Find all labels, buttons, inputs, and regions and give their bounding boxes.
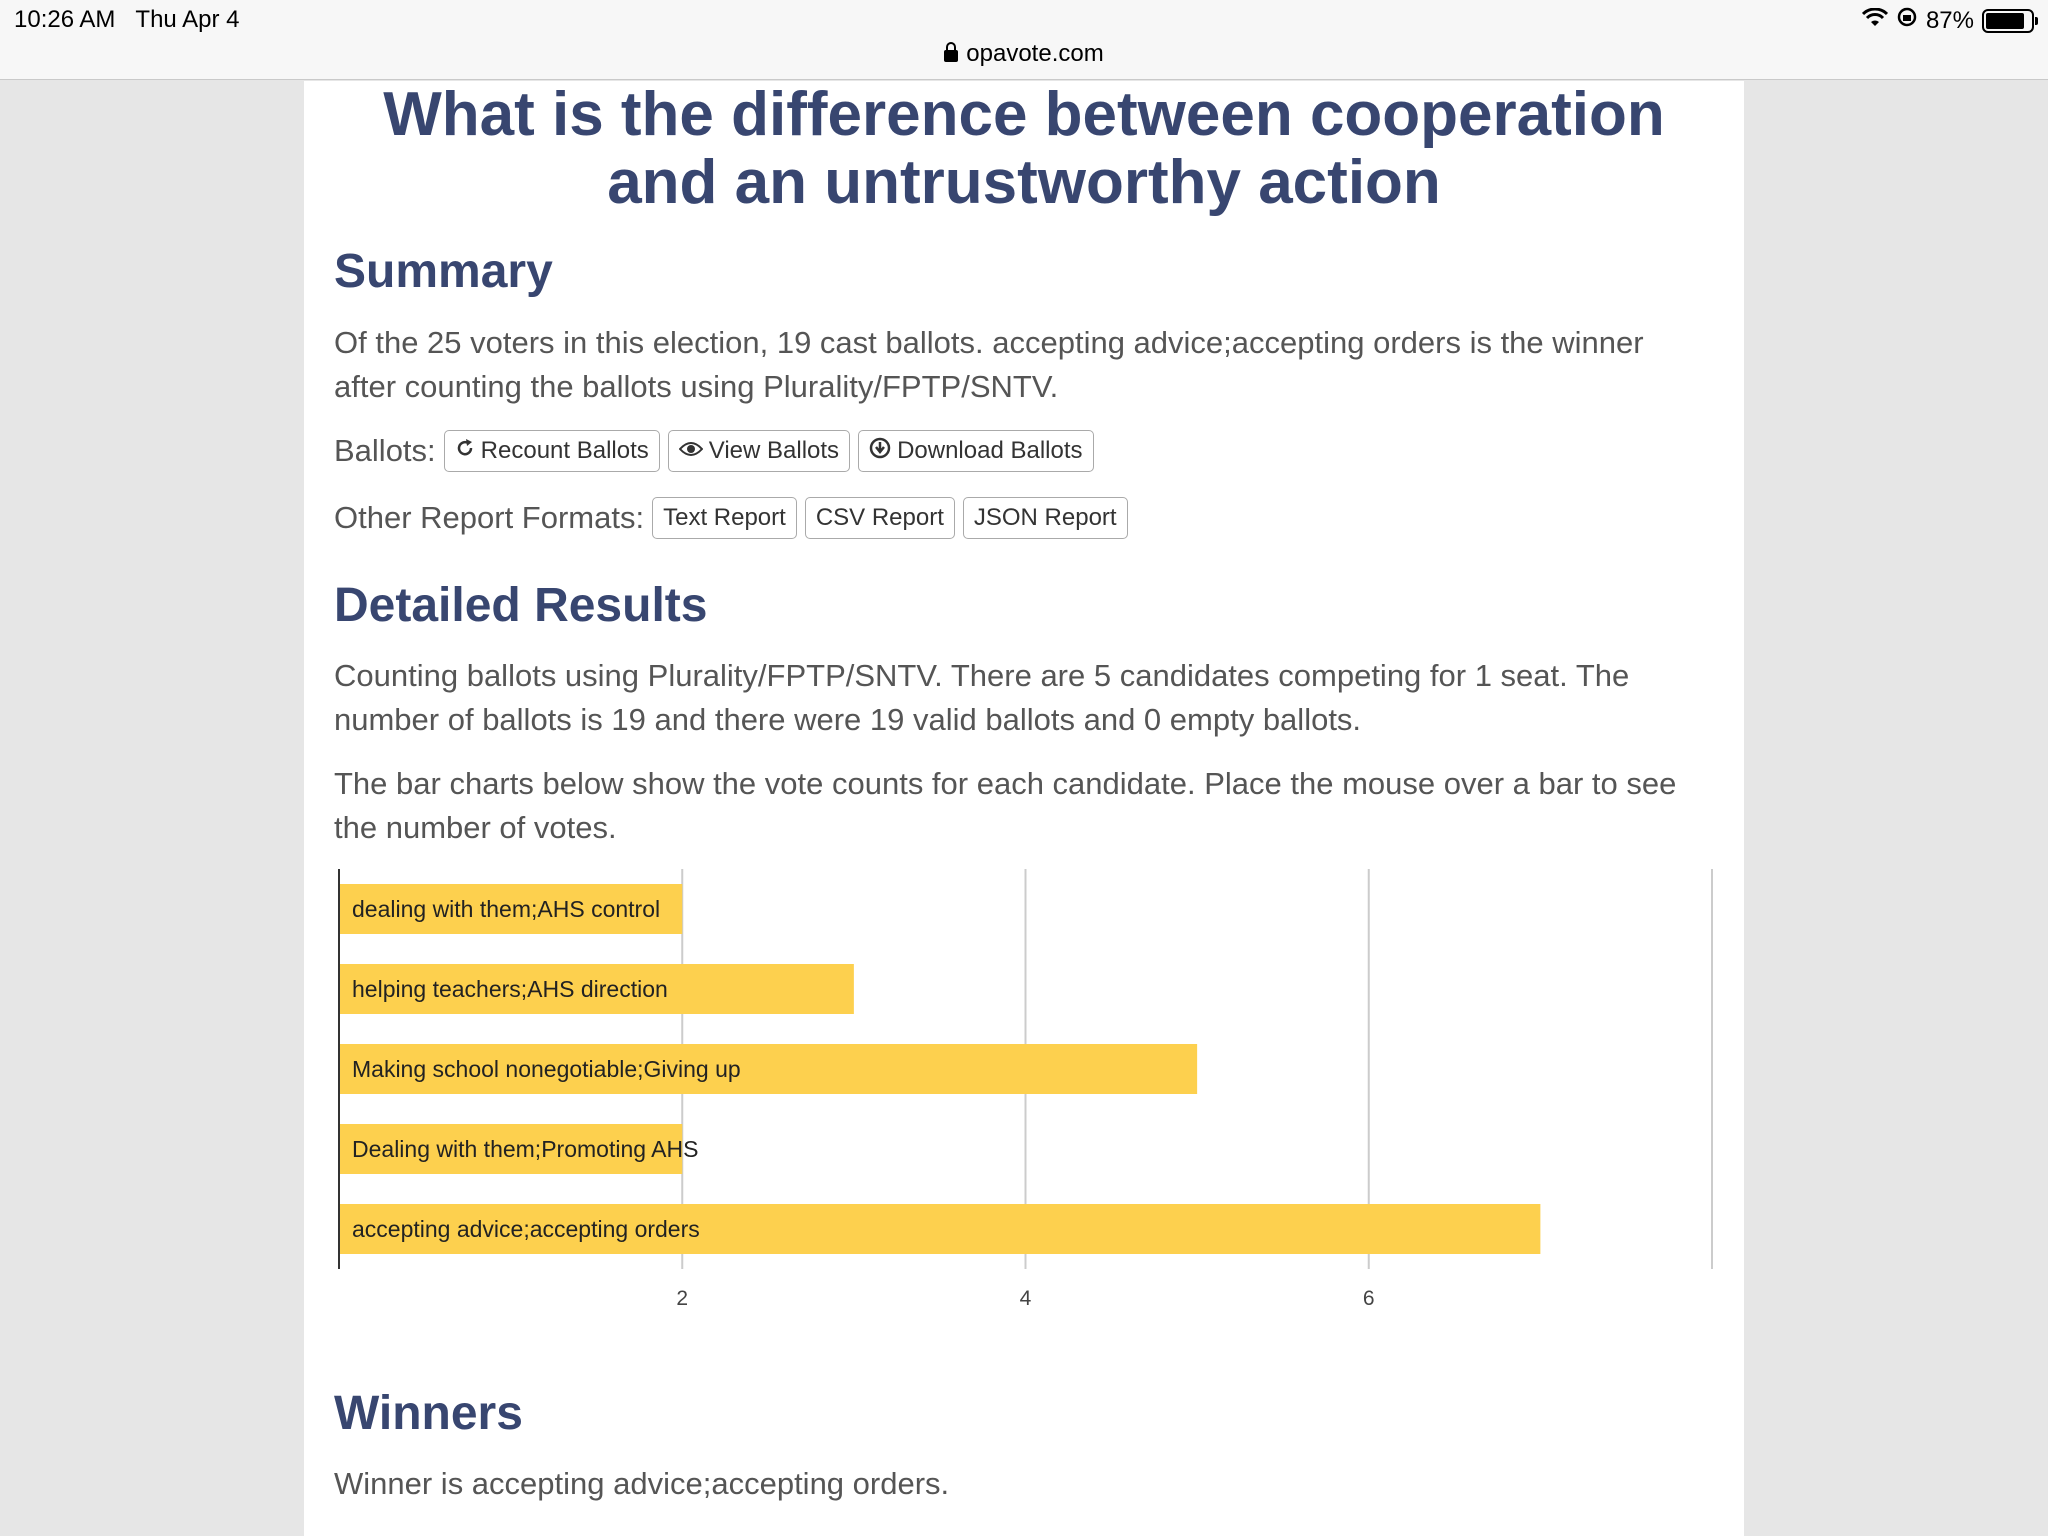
winners-heading: Winners bbox=[334, 1387, 523, 1440]
download-icon bbox=[869, 437, 891, 465]
status-left bbox=[14, 6, 239, 34]
x-tick-label: 2 bbox=[676, 1287, 689, 1310]
status-time: 10:26 AM bbox=[14, 6, 116, 33]
recount-ballots-label: Recount Ballots bbox=[480, 437, 649, 464]
summary-heading: Summary bbox=[334, 245, 553, 298]
summary-text: Of the 25 voters in this election, 19 cast ballots. accepting advice;accepting orders is the winner after counting the ballots using Plurality/FPTP/SNTV. bbox=[334, 325, 1644, 404]
detailed-results-heading: Detailed Results bbox=[334, 579, 708, 632]
page-title: What is the difference between cooperation and an untrustworthy action bbox=[383, 80, 1665, 217]
url-text: opavote.com bbox=[966, 40, 1104, 67]
status-bar bbox=[0, 0, 2048, 80]
bar-label: Making school nonegotiable;Giving up bbox=[352, 1056, 741, 1082]
x-tick-label: 6 bbox=[1362, 1287, 1375, 1310]
detailed-results-text: Counting ballots using Plurality/FPTP/SNTV. There are 5 candidates competing for 1 seat. The number of ballots is 19 and there were 19 valid ballots and 0 empty ballots. bbox=[334, 658, 1630, 737]
url-bar[interactable] bbox=[0, 40, 2048, 68]
refresh-icon bbox=[455, 438, 475, 464]
lock-icon bbox=[944, 50, 958, 62]
view-ballots-label: View Ballots bbox=[708, 437, 840, 464]
results-bar-chart bbox=[334, 869, 1714, 1399]
bar-label: helping teachers;AHS direction bbox=[352, 976, 668, 1002]
battery-percent: 87% bbox=[1925, 6, 1974, 34]
x-tick-label: 4 bbox=[1019, 1287, 1032, 1310]
bar-label: dealing with them;AHS control bbox=[352, 896, 661, 922]
formats-row bbox=[334, 497, 1128, 539]
csv-report-button[interactable]: CSV Report bbox=[805, 497, 955, 539]
chart-description-text: The bar charts below show the vote counts for each candidate. Place the mouse over a bar to see the number of votes. bbox=[334, 766, 1677, 845]
text-report-button[interactable]: Text Report bbox=[652, 497, 797, 539]
ballots-label: Ballots: bbox=[334, 433, 436, 468]
formats-label: Other Report Formats: bbox=[334, 500, 645, 535]
winners-text: Winner is accepting advice;accepting orders. bbox=[334, 1466, 950, 1501]
bar-label: accepting advice;accepting orders bbox=[352, 1216, 700, 1242]
download-ballots-label: Download Ballots bbox=[897, 437, 1083, 464]
recount-ballots-button[interactable] bbox=[444, 430, 660, 472]
wifi-icon bbox=[1862, 7, 1888, 35]
ballots-row bbox=[334, 430, 1094, 472]
json-report-button[interactable]: JSON Report bbox=[963, 497, 1128, 539]
status-date: Thu Apr 4 bbox=[135, 6, 240, 33]
status-right bbox=[1854, 6, 2034, 35]
view-ballots-button[interactable] bbox=[668, 430, 850, 472]
eye-icon bbox=[679, 438, 703, 464]
orientation-lock-icon bbox=[1896, 6, 1918, 35]
page-container bbox=[304, 81, 1744, 1536]
battery-icon bbox=[1982, 9, 2034, 33]
bar-label: Dealing with them;Promoting AHS bbox=[352, 1136, 699, 1162]
download-ballots-button[interactable] bbox=[858, 430, 1093, 472]
chart-svg bbox=[334, 869, 1714, 1399]
